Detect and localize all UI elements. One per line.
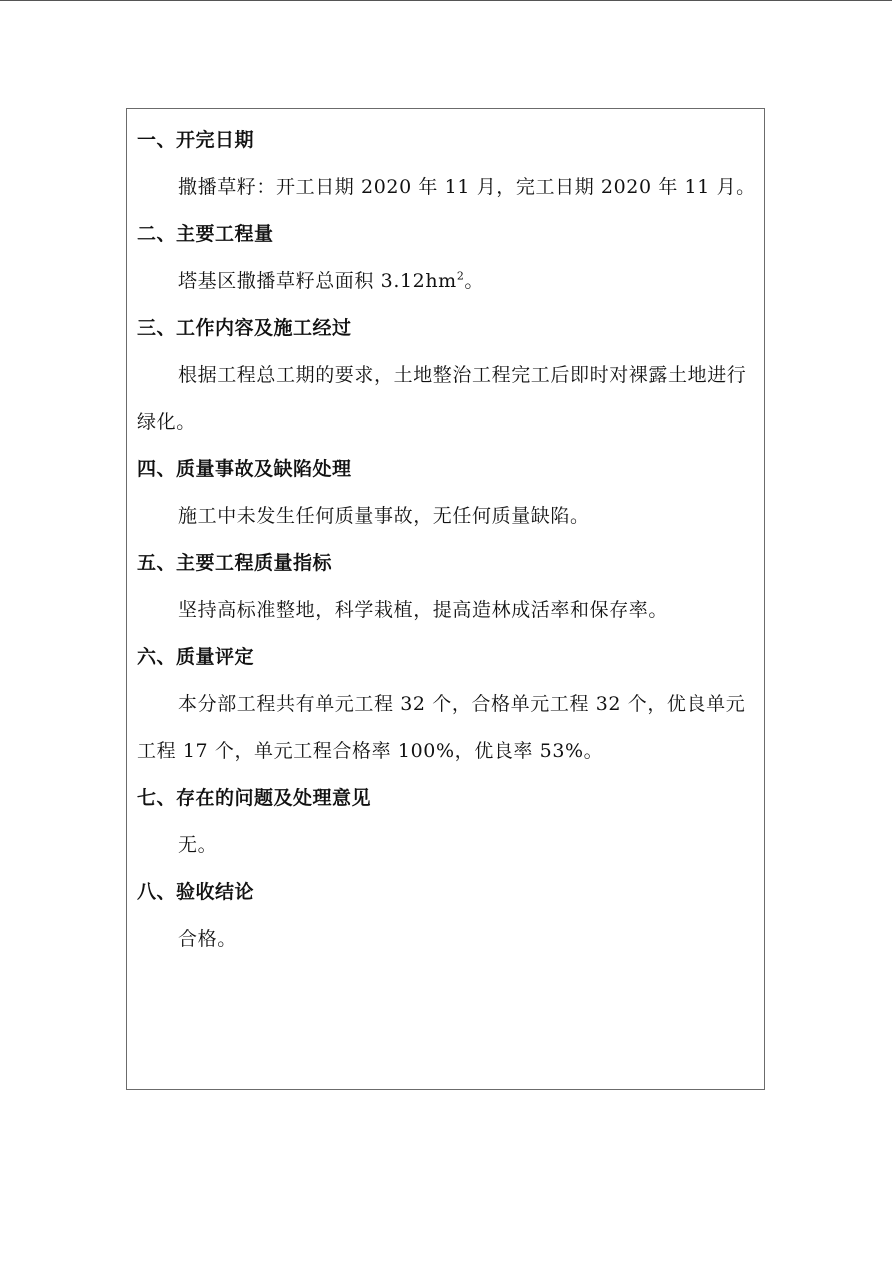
section-5-body: 坚持高标准整地，科学栽植，提高造林成活率和保存率。 (178, 599, 669, 621)
section-1-heading: 一、开完日期 (137, 129, 255, 151)
section-8-heading: 八、验收结论 (137, 881, 255, 903)
report-content (137, 117, 757, 963)
section-4-body: 施工中未发生任何质量事故，无任何质量缺陷。 (178, 505, 590, 527)
section-3-body: 根据工程总工期的要求，土地整治工程完工后即时对裸露土地进行绿化。 (137, 364, 747, 433)
top-border-line (0, 0, 892, 1)
section-5-heading: 五、主要工程质量指标 (137, 552, 333, 574)
section-8-body: 合格。 (178, 928, 237, 950)
section-7-body: 无。 (178, 834, 218, 856)
section-2-body (137, 258, 757, 305)
section-3-heading: 三、工作内容及施工经过 (137, 317, 352, 339)
section-6-body: 本分部工程共有单元工程 32 个，合格单元工程 32 个，优良单元工程 17 个，单元工程合格率 100%，优良率 53%。 (137, 693, 746, 762)
section-2-body-superscript: 2 (456, 269, 465, 283)
section-1-body: 撒播草籽：开工日期 2020 年 11 月，完工日期 2020 年 11 月。 (178, 176, 756, 198)
report-frame (126, 108, 765, 1090)
section-7-heading: 七、存在的问题及处理意见 (137, 787, 372, 809)
section-2-body-text: 塔基区撒播草籽总面积 3.12hm (178, 270, 457, 292)
section-2-heading: 二、主要工程量 (137, 223, 274, 245)
section-2-body-end: 。 (464, 270, 485, 292)
section-4-heading: 四、质量事故及缺陷处理 (137, 458, 352, 480)
section-6-heading: 六、质量评定 (137, 646, 255, 668)
